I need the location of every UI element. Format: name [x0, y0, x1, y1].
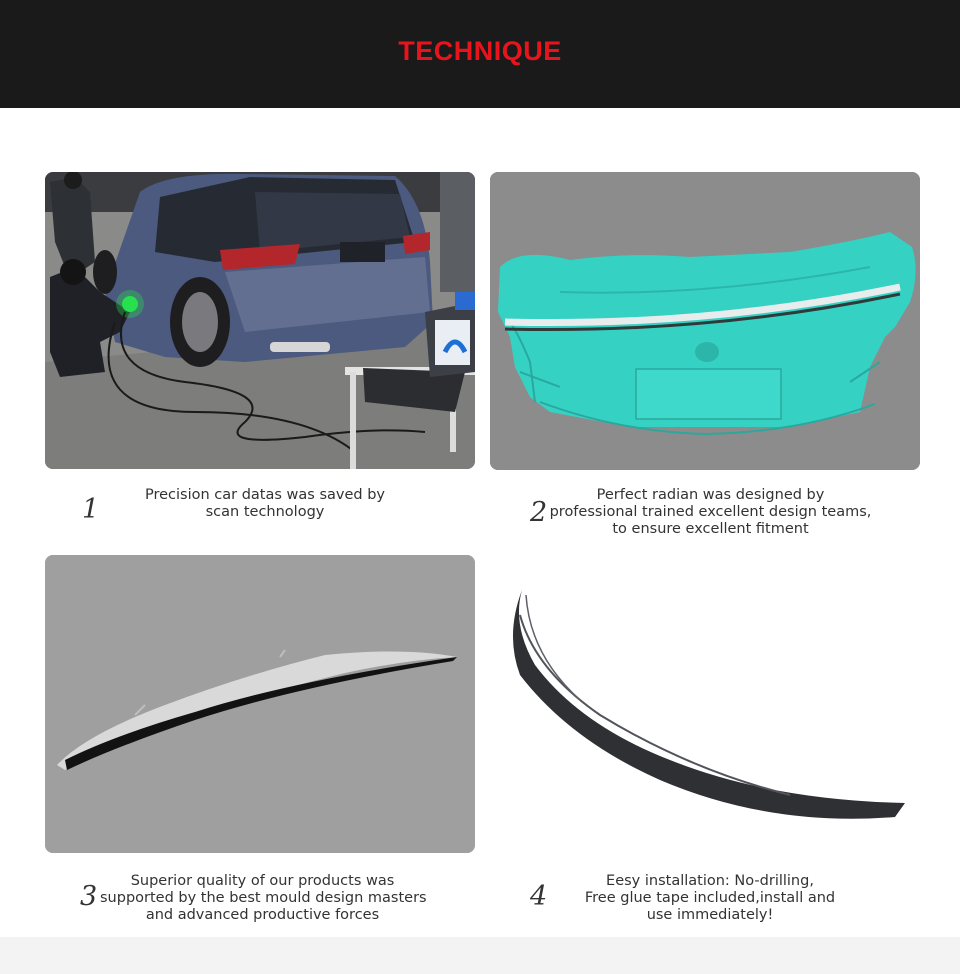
step-4-caption [575, 873, 845, 924]
caption-line: professional trained excellent design teams, [549, 504, 872, 520]
carbon-fiber-spoiler-photo [490, 555, 920, 853]
page-title: TECHNIQUE [398, 36, 562, 66]
step-3-caption [100, 873, 425, 924]
car-3d-scanning-photo [45, 172, 475, 469]
caption-line: supported by the best mould design masters [100, 890, 427, 906]
step-2-caption [548, 487, 873, 538]
caption-line: Eesy installation: No-drilling, [606, 873, 814, 889]
caption-line: scan technology [205, 504, 325, 520]
footer-band [0, 937, 960, 974]
step-4-number: 4 [530, 881, 548, 912]
spoiler-cad-render [45, 555, 475, 853]
step-2-number: 2 [530, 497, 548, 528]
caption-line: Superior quality of our products was [130, 873, 395, 889]
step-1-number: 1 [82, 494, 100, 525]
caption-line: Perfect radian was designed by [596, 487, 825, 503]
header-bar [0, 0, 960, 108]
caption-line: Free glue tape included,install and [584, 890, 836, 906]
caption-line: to ensure excellent fitment [612, 521, 809, 537]
caption-line: Precision car datas was saved by [144, 487, 385, 503]
step-1-caption [105, 487, 425, 521]
step-3-number: 3 [80, 881, 98, 912]
caption-line: and advanced productive forces [145, 907, 380, 923]
3d-scan-model-render [490, 172, 920, 470]
caption-line: use immediately! [646, 907, 774, 923]
